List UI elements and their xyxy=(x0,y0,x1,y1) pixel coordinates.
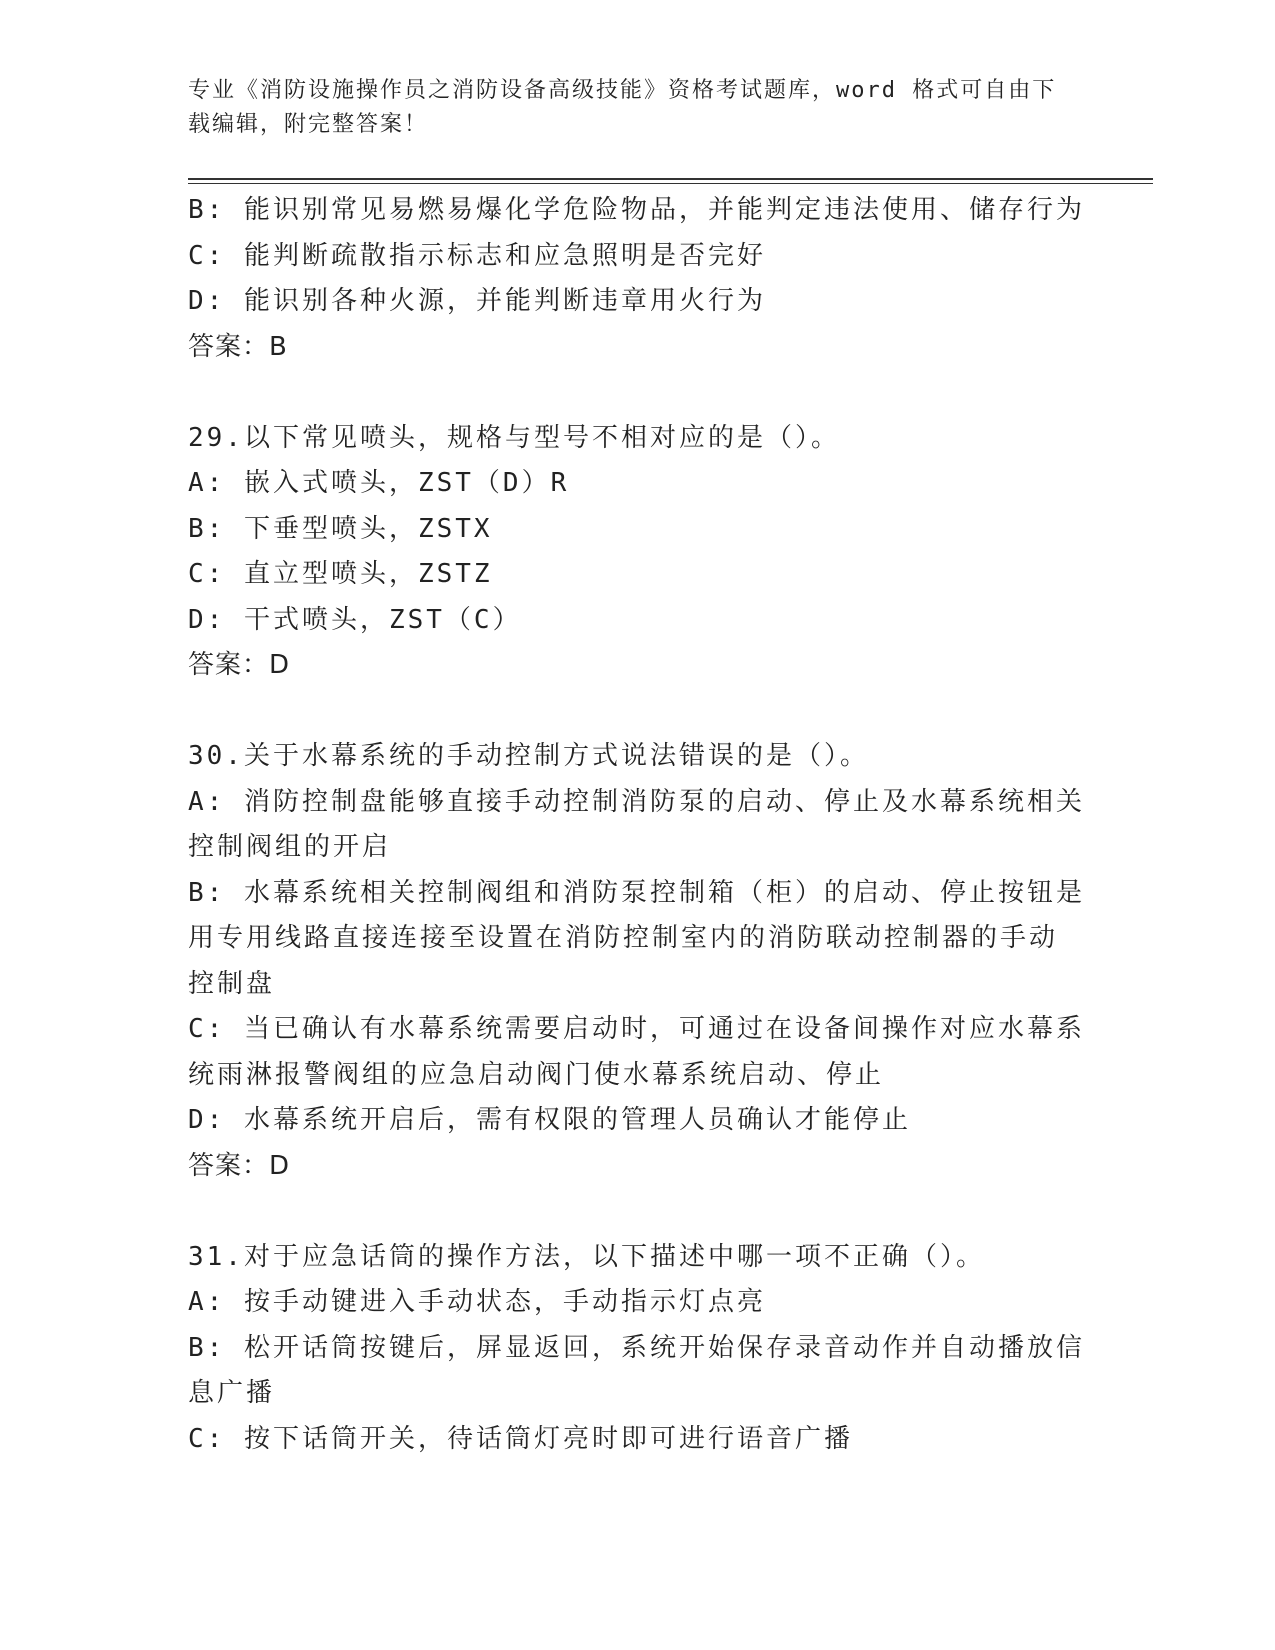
spacer xyxy=(188,689,1088,735)
question-31 xyxy=(188,1235,1088,1463)
spacer xyxy=(188,370,1088,416)
option-a: A: 消防控制盘能够直接手动控制消防泵的启动、停止及水幕系统相关 xyxy=(188,786,1085,817)
header-line-2: 载编辑，附完整答案！ xyxy=(188,112,429,137)
document-header xyxy=(188,74,1088,142)
option-a-continued: 控制阀组的开启 xyxy=(188,832,392,862)
option-b-continued: 息广播 xyxy=(188,1378,276,1408)
option-d: D: 干式喷头，ZST（C） xyxy=(188,604,522,635)
option-b: B: 下垂型喷头，ZSTX xyxy=(188,513,493,544)
option-b: B: 能识别常见易燃易爆化学危险物品，并能判定违法使用、储存行为 xyxy=(188,195,1085,225)
option-c-continued: 统雨淋报警阀组的应急启动阀门使水幕系统启动、停止 xyxy=(188,1059,885,1090)
option-a: A: 嵌入式喷头，ZST（D）R xyxy=(188,468,570,498)
answer-line: 答案：D xyxy=(188,650,291,680)
option-b: B: 松开话筒按键后，屏显返回，系统开始保存录音动作并自动播放信 xyxy=(188,1332,1085,1363)
header-rule-thin xyxy=(188,183,1153,184)
option-d: D: 水幕系统开启后，需有权限的管理人员确认才能停止 xyxy=(188,1105,911,1135)
answer-line: 答案：B xyxy=(188,331,288,362)
previous-question xyxy=(188,188,1088,370)
option-c: C: 能判断疏散指示标志和应急照明是否完好 xyxy=(188,240,766,271)
option-c: C: 当已确认有水幕系统需要启动时，可通过在设备间操作对应水幕系 xyxy=(188,1014,1085,1044)
question-text: 31.对于应急话筒的操作方法，以下描述中哪一项不正确（）。 xyxy=(188,1241,985,1272)
question-list xyxy=(188,188,1088,1462)
option-c: C: 按下话筒开关，待话筒灯亮时即可进行语音广播 xyxy=(188,1423,853,1454)
answer-line: 答案：D xyxy=(188,1150,291,1181)
option-b-continued: 用专用线路直接连接至设置在消防控制室内的消防联动控制器的手动 xyxy=(188,923,1059,953)
question-text: 29.以下常见喷头，规格与型号不相对应的是（）。 xyxy=(188,422,840,453)
option-b-continued: 控制盘 xyxy=(188,968,276,999)
option-c: C: 直立型喷头，ZSTZ xyxy=(188,559,493,589)
option-b: B: 水幕系统相关控制阀组和消防泵控制箱（柜）的启动、停止按钮是 xyxy=(188,877,1085,908)
question-29 xyxy=(188,416,1088,689)
question-text: 30.关于水幕系统的手动控制方式说法错误的是（）。 xyxy=(188,741,869,771)
header-line-1: 专业《消防设施操作员之消防设备高级技能》资格考试题库，word 格式可自由下 xyxy=(188,78,1057,103)
header-rule-thick xyxy=(188,178,1153,180)
question-30 xyxy=(188,734,1088,1189)
spacer xyxy=(188,1189,1088,1235)
option-d: D: 能识别各种火源，并能判断违章用火行为 xyxy=(188,286,766,316)
option-a: A: 按手动键进入手动状态，手动指示灯点亮 xyxy=(188,1287,766,1317)
